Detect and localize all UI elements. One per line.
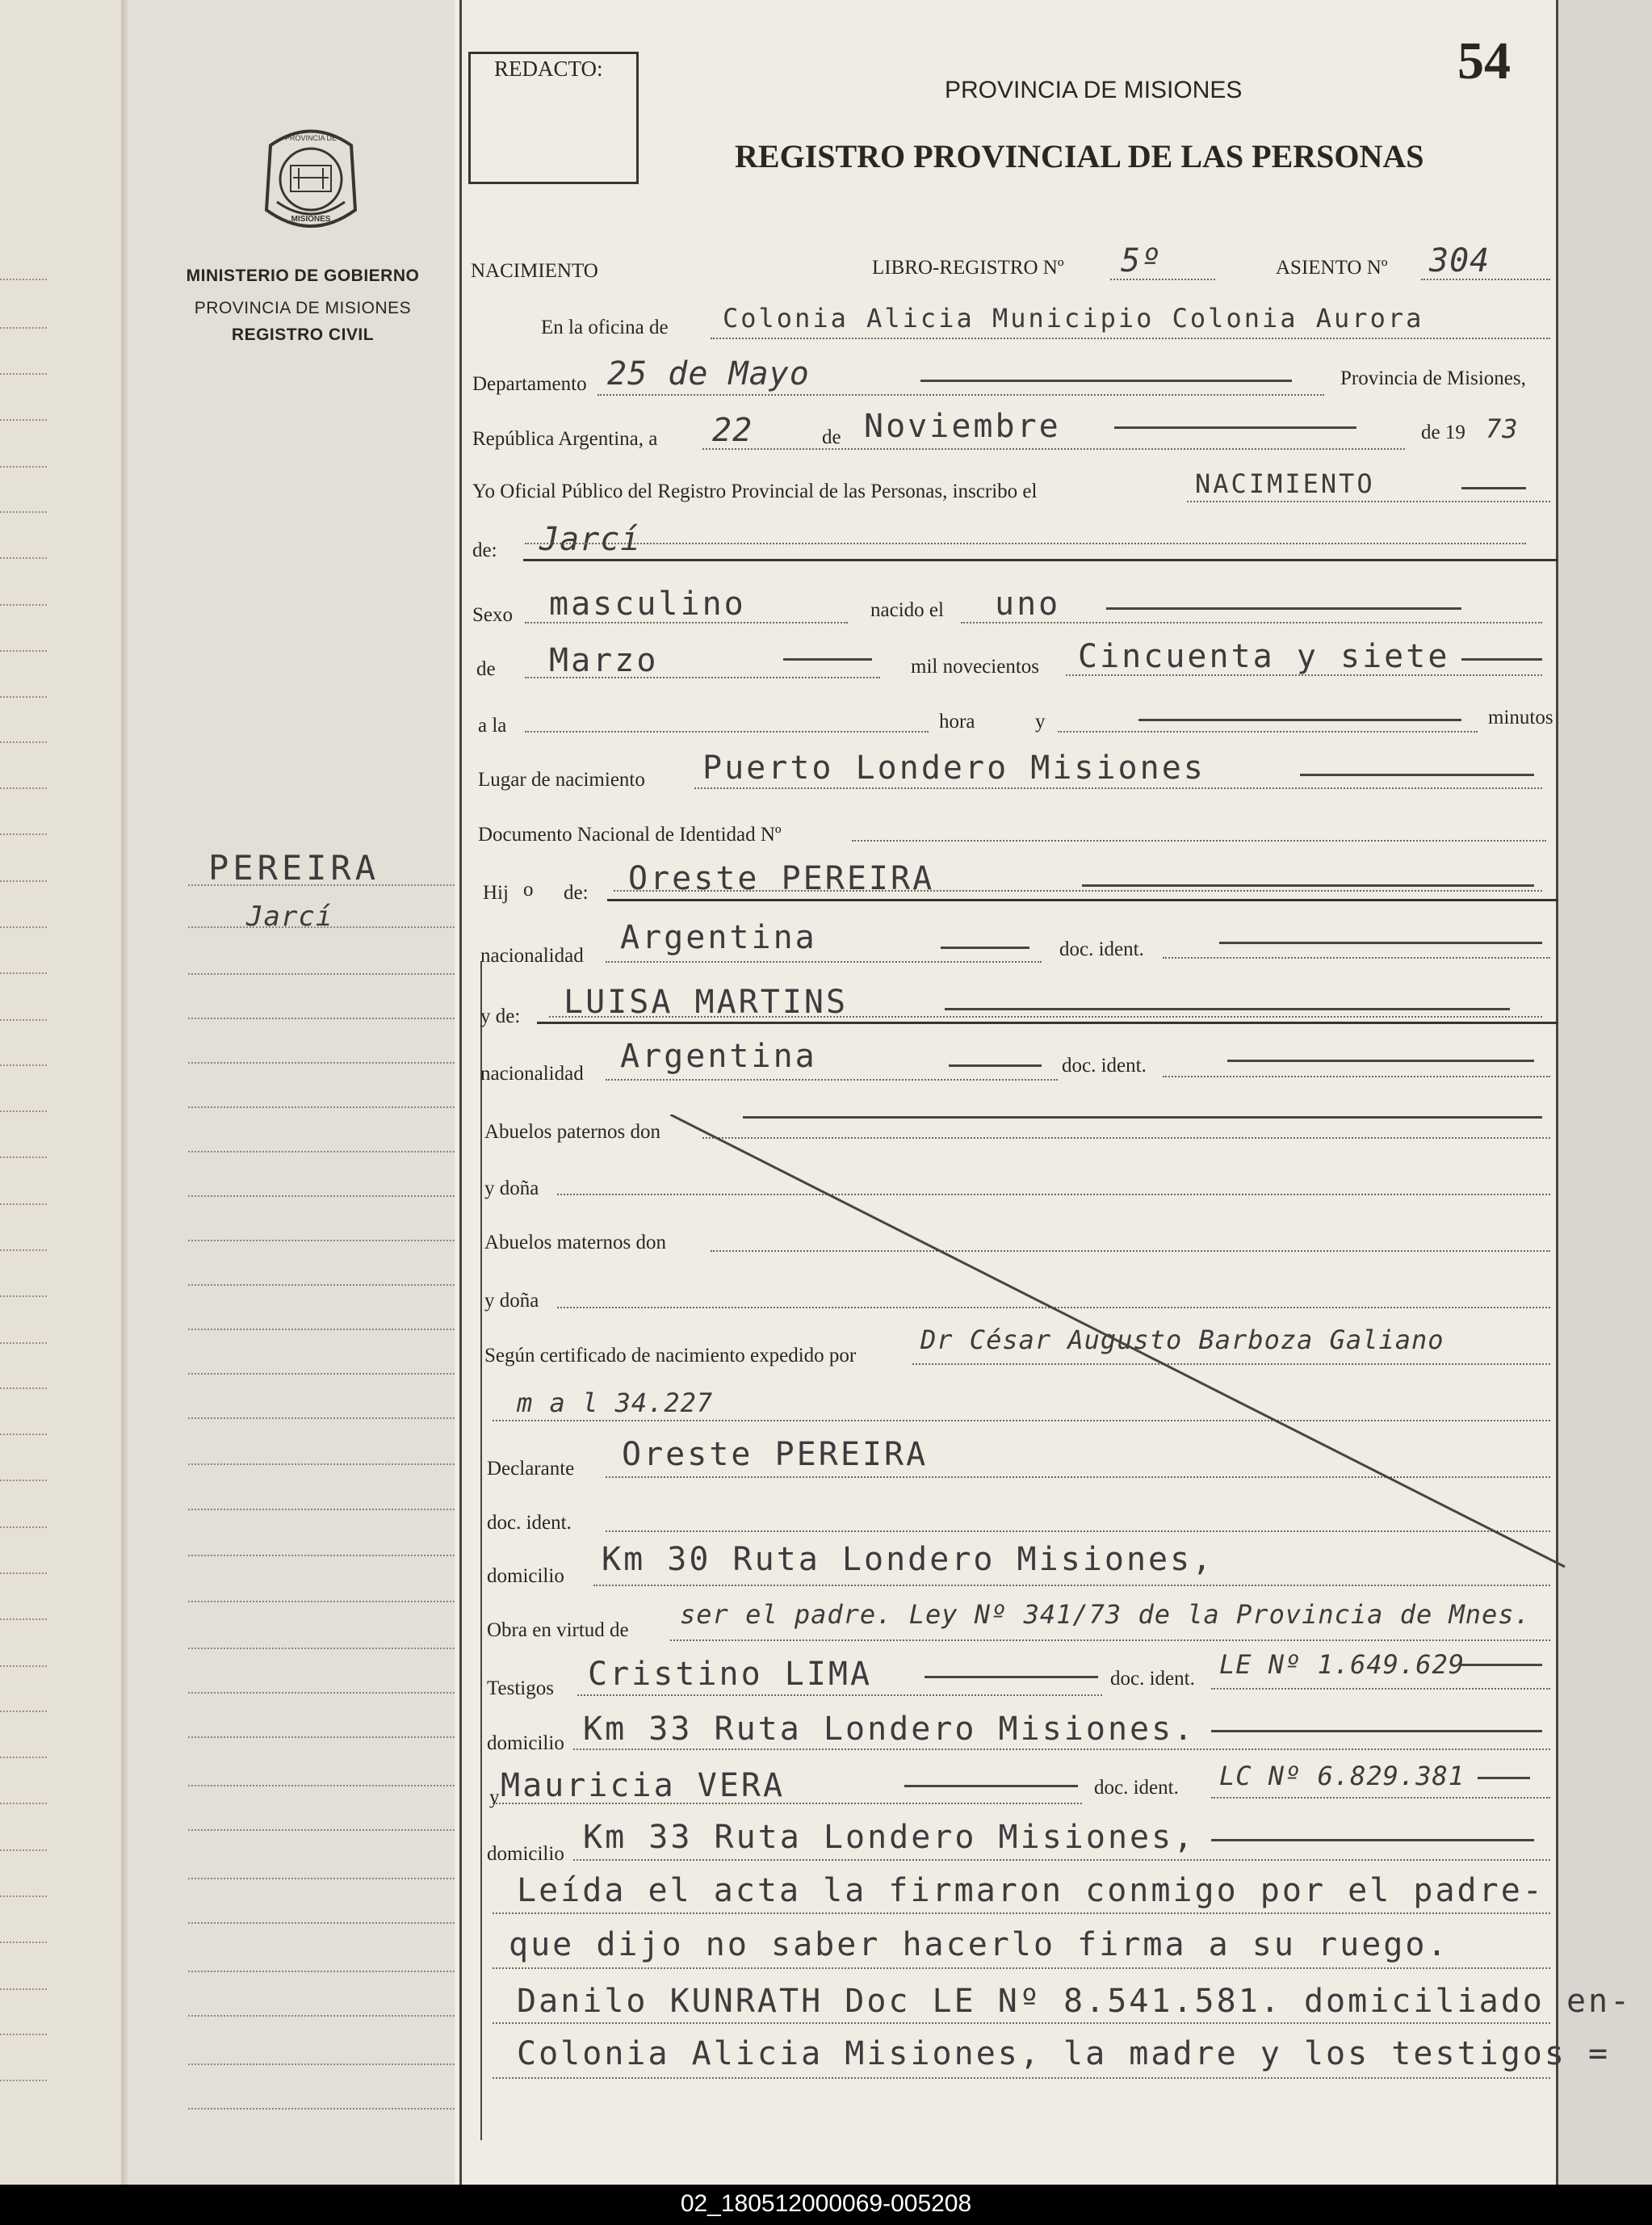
declarant-value: Oreste PEREIRA <box>622 1436 929 1473</box>
ruled-line <box>0 926 47 928</box>
ruled-line <box>0 2080 47 2081</box>
ruled-line <box>0 1895 47 1897</box>
birth-year-dash <box>1461 658 1542 661</box>
certificate-label: Según certificado de nacimiento expedido por <box>484 1345 857 1366</box>
witness1-domicile-dash <box>1211 1730 1542 1732</box>
domicile-label-2: domicilio <box>487 1732 564 1754</box>
father-underline <box>607 899 1558 901</box>
doc-label-4: doc. ident. <box>1094 1777 1179 1799</box>
page-border <box>480 961 482 2140</box>
birthplace-label: Lugar de nacimiento <box>478 769 645 791</box>
ruled-line <box>188 1509 455 1510</box>
ruled-line <box>188 2015 455 2017</box>
redacto-label: REDACTO: <box>494 57 603 81</box>
inscribe-line <box>1187 501 1550 502</box>
witness2-domicile-line <box>573 1859 1550 1861</box>
domicile-label-3: domicilio <box>487 1843 564 1865</box>
paternal-label: Abuelos paternos don <box>484 1121 661 1143</box>
department-value: 25 de Mayo <box>607 355 810 393</box>
ruled-line <box>0 696 47 698</box>
ruled-line <box>0 833 47 835</box>
ruled-line <box>188 1601 455 1602</box>
father-value: Oreste PEREIRA <box>628 860 935 897</box>
ruled-line <box>188 2063 455 2065</box>
witness1-name: Cristino LIMA <box>588 1656 873 1693</box>
ruled-line <box>0 419 47 421</box>
ruled-line <box>188 1785 455 1786</box>
ruled-line <box>188 1018 455 1019</box>
birth-month-dash <box>783 658 872 661</box>
ruled-line <box>493 2077 1550 2079</box>
ruled-line <box>188 1195 455 1197</box>
office-label: En la oficina de <box>541 317 669 338</box>
y-de-label: y de: <box>480 1005 521 1027</box>
sex-label: Sexo <box>472 604 513 626</box>
father-nationality-dash <box>941 947 1029 949</box>
folio-number: 54 <box>1457 31 1511 90</box>
thousand-label: mil novecientos <box>911 656 1039 678</box>
declarant-domicile: Km 30 Ruta Londero Misiones, <box>602 1541 1214 1578</box>
de-label-2: de <box>476 658 496 680</box>
declarant-doc-label: doc. ident. <box>487 1512 572 1534</box>
ministry-line: PROVINCIA DE MISIONES <box>194 299 412 317</box>
month-value: Noviembre <box>864 408 1061 445</box>
province-label: Provincia de Misiones, <box>1340 367 1526 389</box>
nationality-label: nacionalidad <box>480 945 584 967</box>
mother-doc-dash <box>1227 1060 1534 1062</box>
ruled-line <box>0 1711 47 1712</box>
declarant-label: Declarante <box>487 1458 575 1480</box>
ruled-line <box>0 1849 47 1851</box>
closing-line: Leída el acta la firmaron conmigo por el padre- <box>517 1872 1545 1909</box>
virtue-value: ser el padre. Ley Nº 341/73 de la Provincia de Mnes. <box>680 1599 1531 1630</box>
ruled-line <box>188 1240 455 1241</box>
ruled-line <box>188 1417 455 1419</box>
asiento-label: ASIENTO Nº <box>1276 257 1388 279</box>
de-colon-label: de: <box>472 539 497 561</box>
ruled-line <box>0 1249 47 1251</box>
father-doc-dash <box>1219 942 1542 944</box>
ruled-line <box>493 1912 1550 1914</box>
maternal-label: Abuelos maternos don <box>484 1232 666 1253</box>
minutes-line <box>1058 731 1478 733</box>
ruled-line <box>0 1526 47 1528</box>
asiento-line <box>1421 279 1550 280</box>
libro-line <box>1110 279 1215 280</box>
ruled-line <box>493 1967 1550 1969</box>
witness1-dash <box>925 1676 1098 1678</box>
y-dona-label: y doña <box>484 1178 539 1199</box>
nationality-label-2: nacionalidad <box>480 1063 584 1085</box>
name-underline <box>523 559 1558 561</box>
child-suffix: o <box>523 879 534 900</box>
libro-value: 5º <box>1121 242 1162 279</box>
ruled-line <box>188 1971 455 1972</box>
name-line <box>525 543 1526 544</box>
ruled-line <box>0 1342 47 1344</box>
ministry-line: REGISTRO CIVIL <box>231 325 375 344</box>
declarant-domicile-line <box>593 1585 1550 1586</box>
witness2-domicile-dash <box>1211 1839 1534 1841</box>
mother-nationality-line <box>606 1079 1058 1081</box>
mother-dash <box>945 1008 1510 1010</box>
ruled-line <box>188 1555 455 1556</box>
ruled-line <box>188 1373 455 1375</box>
ruled-line <box>0 1434 47 1435</box>
virtue-label: Obra en virtud de <box>487 1619 629 1641</box>
child-label: Hij <box>483 882 509 904</box>
office-value: Colonia Alicia Municipio Colonia Aurora <box>723 303 1424 334</box>
ruled-line <box>0 1064 47 1066</box>
provincial-seal-icon <box>254 121 367 242</box>
page-border <box>459 0 462 2185</box>
ruled-line <box>0 1480 47 1481</box>
ministry-line: MINISTERIO DE GOBIERNO <box>186 267 420 285</box>
ruled-line <box>0 1387 47 1389</box>
ruled-line <box>0 1572 47 1574</box>
registry-title: REGISTRO PROVINCIAL DE LAS PERSONAS <box>735 138 1424 174</box>
doc-label: doc. ident. <box>1059 938 1144 960</box>
margin-given-name: Jarcí <box>246 900 333 933</box>
page-fold <box>121 0 128 2185</box>
birthplace-dash <box>1300 774 1534 776</box>
province-title: PROVINCIA DE MISIONES <box>945 77 1243 103</box>
closing-line: que dijo no saber hacerlo firma a su ruego. <box>509 1926 1449 1963</box>
certificate-value: Dr César Augusto Barboza Galiano <box>920 1325 1444 1355</box>
inscribe-dash <box>1461 487 1526 489</box>
witness2-name: Mauricia VERA <box>501 1767 786 1804</box>
ruled-line <box>0 1757 47 1758</box>
margin-surname: PEREIRA <box>208 848 380 888</box>
ruled-line <box>0 1295 47 1297</box>
ruled-line <box>493 2022 1550 2024</box>
doc-label-3: doc. ident. <box>1110 1668 1195 1690</box>
hour-label: hora <box>939 711 975 733</box>
y-dona-label-2: y doña <box>484 1290 539 1312</box>
mother-line <box>549 1016 1542 1018</box>
certificate-value-2: m a l 34.227 <box>517 1387 714 1418</box>
asiento-value: 304 <box>1429 242 1491 279</box>
seal-text-top: PROVINCIA DE <box>284 134 338 142</box>
birthplace-value: Puerto Londero Misiones <box>702 749 1205 787</box>
witness1-doc-dash <box>1461 1664 1542 1666</box>
witness2-dash <box>904 1785 1078 1787</box>
witness1-domicile: Km 33 Ruta Londero Misiones. <box>583 1711 1196 1748</box>
diagonal-strike-line <box>670 1115 1566 1583</box>
act-type-label: NACIMIENTO <box>471 260 598 282</box>
minutes-dash <box>1138 719 1461 721</box>
person-name: Jarcí <box>539 521 641 558</box>
at-label: a la <box>478 715 507 737</box>
witness2-doc-line <box>1211 1797 1550 1799</box>
office-line <box>711 338 1550 339</box>
date-line <box>702 448 1405 450</box>
ruled-line <box>0 1803 47 1804</box>
ruled-line <box>0 373 47 375</box>
ruled-line <box>188 1648 455 1649</box>
witness1-doc: LE Nº 1.649.629 <box>1219 1649 1465 1680</box>
witnesses-label: Testigos <box>487 1677 554 1699</box>
ruled-line <box>0 1110 47 1112</box>
closing-line: Colonia Alicia Misiones, la madre y los testigos = <box>517 2035 1611 2072</box>
ruled-line <box>0 466 47 468</box>
dni-label: Documento Nacional de Identidad Nº <box>478 824 782 846</box>
inscribe-value: NACIMIENTO <box>1195 468 1375 499</box>
ruled-line <box>0 2034 47 2035</box>
department-line <box>597 394 1324 396</box>
seal-text-bottom: MISIONES <box>291 215 331 224</box>
y-label: y <box>1035 711 1046 733</box>
mother-underline <box>537 1022 1558 1024</box>
libro-label: LIBRO-REGISTRO Nº <box>872 257 1064 279</box>
mother-doc-line <box>1163 1076 1550 1077</box>
ruled-line <box>0 1203 47 1205</box>
ruled-line <box>0 741 47 743</box>
virtue-line <box>670 1639 1550 1641</box>
previous-page-edge <box>0 0 121 2185</box>
image-code: 02_180512000069-005208 <box>680 2190 972 2217</box>
birthplace-line <box>694 787 1542 789</box>
ruled-line <box>0 1157 47 1158</box>
ruled-line <box>188 973 455 975</box>
ruled-line <box>0 1942 47 1943</box>
ruled-line <box>0 1019 47 1021</box>
witness1-line <box>577 1694 1102 1696</box>
ruled-line <box>188 1878 455 1879</box>
department-dash <box>920 380 1292 382</box>
closing-line: Danilo KUNRATH Doc LE Nº 8.541.581. domiciliado en- <box>517 1983 1633 2020</box>
ruled-line <box>0 972 47 974</box>
ruled-line <box>188 1284 455 1286</box>
witness1-doc-line <box>1211 1688 1550 1690</box>
official-label: Yo Oficial Público del Registro Provincial de las Personas, inscribo el <box>472 481 1038 502</box>
domicile-label: domicilio <box>487 1565 564 1587</box>
ruled-line <box>188 2108 455 2110</box>
ruled-line <box>0 650 47 652</box>
witness2-doc-dash <box>1478 1777 1530 1779</box>
year-suffix: 73 <box>1486 414 1519 444</box>
birth-day-value: uno <box>995 586 1061 623</box>
birth-month-value: Marzo <box>549 642 659 679</box>
ruled-line <box>188 1736 455 1738</box>
ruled-line <box>0 327 47 329</box>
sex-value: masculino <box>549 586 746 623</box>
birth-year-value: Cincuenta y siete <box>1078 638 1450 675</box>
witness2-domicile: Km 33 Ruta Londero Misiones, <box>583 1819 1196 1856</box>
mother-nationality-dash <box>949 1064 1042 1067</box>
minutes-label: minutos <box>1488 707 1553 728</box>
ruled-line <box>188 1329 455 1330</box>
month-dash <box>1114 426 1356 429</box>
witness2-doc: LC Nº 6.829.381 <box>1219 1761 1465 1791</box>
mother-value: LUISA MARTINS <box>564 984 849 1021</box>
background-edge <box>1558 0 1652 2185</box>
father-doc-line <box>1163 957 1550 959</box>
hour-line <box>525 731 929 733</box>
de-label: de <box>822 426 841 448</box>
ruled-line <box>188 1922 455 1924</box>
father-dash <box>1082 884 1534 887</box>
birth-year-line <box>1066 674 1542 676</box>
ruled-line <box>0 787 47 789</box>
mother-nationality: Argentina <box>620 1038 817 1075</box>
witness2-prefix: y <box>489 1786 500 1808</box>
sex-line <box>525 622 848 623</box>
ruled-line <box>0 1618 47 1620</box>
child-de-label: de: <box>564 882 589 904</box>
witness2-line <box>493 1803 1082 1804</box>
ruled-line <box>0 1988 47 1990</box>
department-label: Departamento <box>472 373 587 395</box>
ruled-line <box>0 279 47 280</box>
republic-label: República Argentina, a <box>472 428 658 450</box>
ruled-line <box>0 557 47 559</box>
dni-line <box>852 840 1546 842</box>
ruled-line <box>188 1829 455 1831</box>
birth-day-line <box>961 622 1542 623</box>
ruled-line <box>188 1463 455 1465</box>
birth-month-line <box>525 677 880 678</box>
ruled-line <box>0 1665 47 1667</box>
born-label: nacido el <box>870 599 944 621</box>
day-value: 22 <box>712 412 753 449</box>
witness1-domicile-line <box>573 1749 1550 1750</box>
ruled-line <box>188 1106 455 1108</box>
ruled-line <box>188 1062 455 1064</box>
father-nationality: Argentina <box>620 919 817 956</box>
doc-label-2: doc. ident. <box>1062 1055 1147 1077</box>
year-label: de 19 <box>1421 422 1465 443</box>
birth-day-dash <box>1106 607 1461 610</box>
ruled-line <box>0 880 47 882</box>
ruled-line <box>188 1692 455 1694</box>
ruled-line <box>0 604 47 606</box>
ruled-line <box>0 511 47 513</box>
ruled-line <box>188 1151 455 1152</box>
father-line <box>614 890 1542 892</box>
father-nationality-line <box>606 961 1042 963</box>
